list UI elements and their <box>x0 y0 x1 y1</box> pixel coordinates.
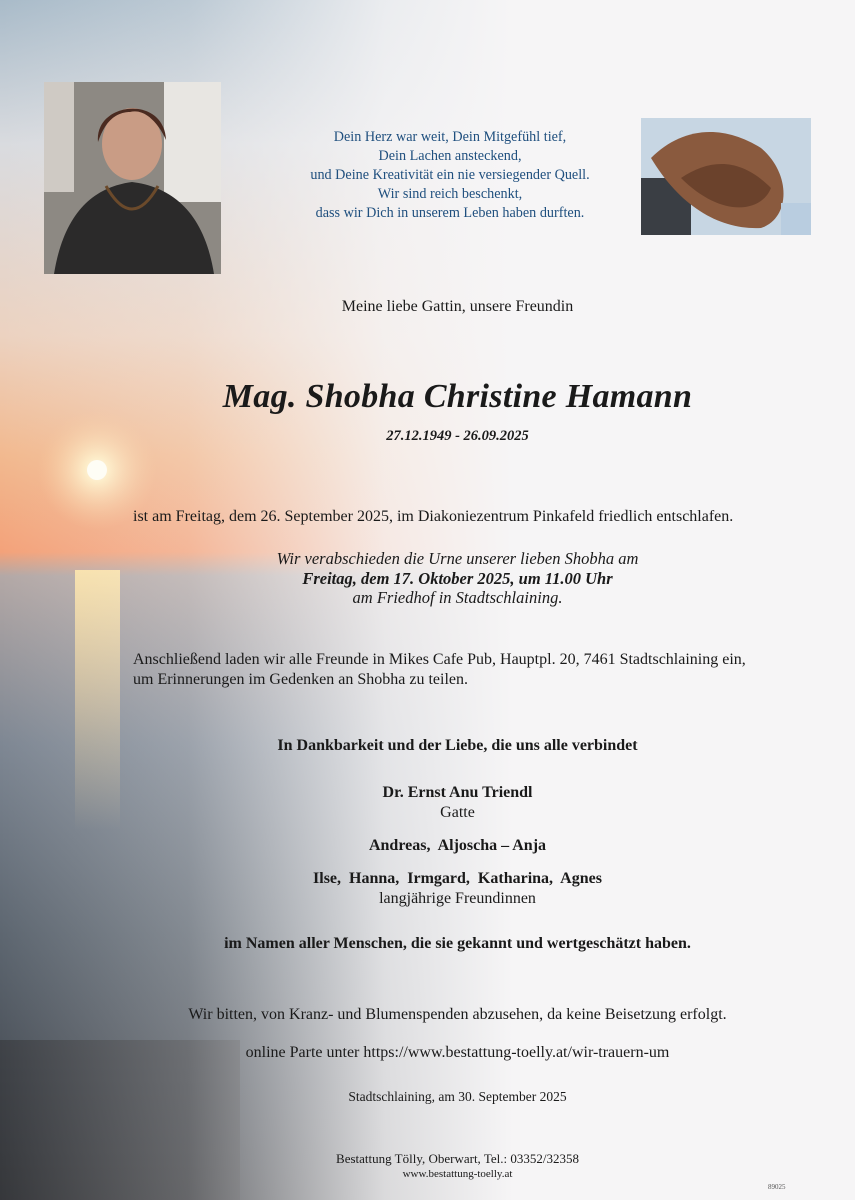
invitation-line2: um Erinnerungen im Gedenken an Shobha zu teilen. <box>133 671 469 688</box>
invitation-line1: Anschließend laden wir alle Freunde in Mikes Cafe Pub, Hauptpl. 20, 7461 Stadtschlaining ein, <box>133 651 746 668</box>
urn-farewell <box>40 549 855 608</box>
place-date: Stadtschlaining, am 30. September 2025 <box>348 1089 567 1104</box>
friends-block <box>40 869 855 909</box>
friends-role: langjährige Freundinnen <box>379 890 536 907</box>
on-behalf-line: im Namen aller Menschen, die sie gekannt und wertgeschätzt haben. <box>224 935 691 952</box>
spouse-block <box>40 783 855 823</box>
children-names: Andreas, Aljoscha – Anja <box>368 837 547 854</box>
life-dates: 27.12.1949 - 26.09.2025 <box>386 428 529 444</box>
deceased-name: Mag. Shobha Christine Hamann <box>222 378 693 415</box>
urn-line1: Wir verabschieden die Urne unserer lieben Shobha am <box>276 549 639 568</box>
portrait-photo <box>44 82 221 274</box>
friends-names: Ilse, Hanna, Irmgard, Katharina, Agnes <box>313 870 602 887</box>
children-block <box>40 836 855 856</box>
poem-line: Dein Herz war weit, Dein Mitgefühl tief, <box>333 129 567 145</box>
poem-line: Wir sind reich beschenkt, <box>377 186 523 202</box>
thanks-line: In Dankbarkeit und der Liebe, die uns alle verbindet <box>277 737 638 754</box>
poem-line: Dein Lachen ansteckend, <box>378 148 522 164</box>
online-parte-link[interactable]: online Parte unter https://www.bestattung-toelly.at/wir-trauern-um <box>245 1044 670 1061</box>
praying-hands-photo <box>641 118 811 235</box>
funeral-home: Bestattung Tölly, Oberwart, Tel.: 03352/32358 <box>336 1151 579 1166</box>
spouse-role: Gatte <box>440 804 475 821</box>
poem <box>270 128 630 223</box>
invitation <box>133 650 746 690</box>
urn-location: am Friedhof in Stadtschlaining. <box>352 588 563 607</box>
urn-date-time: Freitag, dem 17. Oktober 2025, um 11.00 Uhr <box>302 568 613 588</box>
funeral-home-web[interactable]: www.bestattung-toelly.at <box>402 1168 513 1180</box>
document-code: 89025 <box>768 1183 786 1191</box>
intro-line: Meine liebe Gattin, unsere Freundin <box>341 298 574 315</box>
death-notice: ist am Freitag, dem 26. September 2025, im Diakoniezentrum Pinkafeld friedlich entschlafen. <box>133 508 734 525</box>
poem-line: und Deine Kreativität ein nie versiegender Quell. <box>310 167 590 183</box>
donation-request: Wir bitten, von Kranz- und Blumenspenden abzusehen, da keine Beisetzung erfolgt. <box>188 1006 727 1023</box>
poem-line: dass wir Dich in unserem Leben haben durften. <box>315 205 585 221</box>
spouse-name: Dr. Ernst Anu Triendl <box>382 784 533 801</box>
